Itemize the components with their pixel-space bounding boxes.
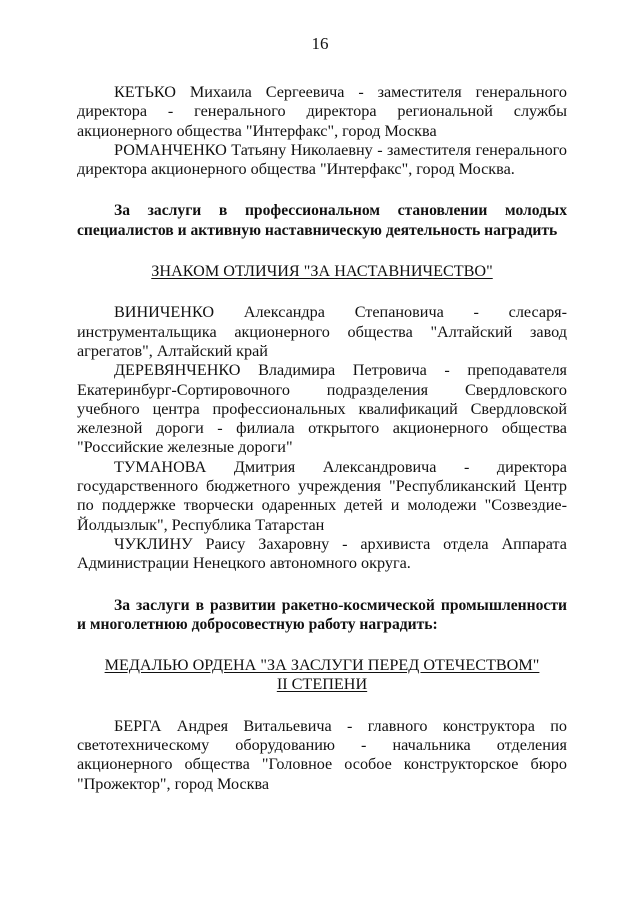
- awardee-paragraph: КЕТЬКО Михаила Сергеевича - заместителя генерального директора - генерального директора региональной службы акционерного общества "Интерфакс", город Москва: [77, 83, 567, 140]
- awardee-paragraph: ДЕРЕВЯНЧЕНКО Владимира Петровича - преподавателя Екатеринбург-Сортировочного подразделения Свердловского учебного центра профессиональных квалификаций Свердловской железной дороги - филиала открытого акционерного общества "Российские железные дороги": [77, 361, 567, 457]
- award-heading-line2: II СТЕПЕНИ: [276, 675, 368, 694]
- awardee-paragraph: РОМАНЧЕНКО Татьяну Николаевну - заместителя генерального директора акционерного общества "Интерфакс", город Москва.: [77, 140, 567, 179]
- award-heading: ЗНАКОМ ОТЛИЧИЯ "ЗА НАСТАВНИЧЕСТВО": [151, 262, 493, 281]
- award-intro: За заслуги в профессиональном становлении молодых специалистов и активную наставническую деятельность наградить: [77, 202, 567, 239]
- awardee-paragraph: ВИНИЧЕНКО Александра Степановича - слесаря-инструментальщика акционерного общества "Алтайский завод агрегатов", Алтайский край: [77, 303, 567, 360]
- page-number: 16: [311, 34, 329, 53]
- award-heading-line1: МЕДАЛЬЮ ОРДЕНА "ЗА ЗАСЛУГИ ПЕРЕД ОТЕЧЕСТВОМ": [104, 656, 540, 675]
- document-body: [77, 83, 567, 794]
- award-intro: За заслуги в развитии ракетно-космической промышленности и многолетнюю добросовестную работу наградить:: [77, 596, 567, 633]
- awardee-paragraph: ЧУКЛИНУ Раису Захаровну - архивиста отдела Аппарата Администрации Ненецкого автономного округа.: [77, 534, 567, 573]
- awardee-paragraph: ТУМАНОВА Дмитрия Александровича - директора государственного бюджетного учреждения "Республиканский Центр по поддержке творчески одаренных детей и молодежи "Созвездие-Йолдызлык", Республика Татарстан: [77, 457, 567, 534]
- awardee-paragraph: БЕРГА Андрея Витальевича - главного конструктора по светотехническому оборудованию - начальника отделения акционерного общества "Головное особое конструкторское бюро "Прожектор", город Москва: [77, 716, 567, 793]
